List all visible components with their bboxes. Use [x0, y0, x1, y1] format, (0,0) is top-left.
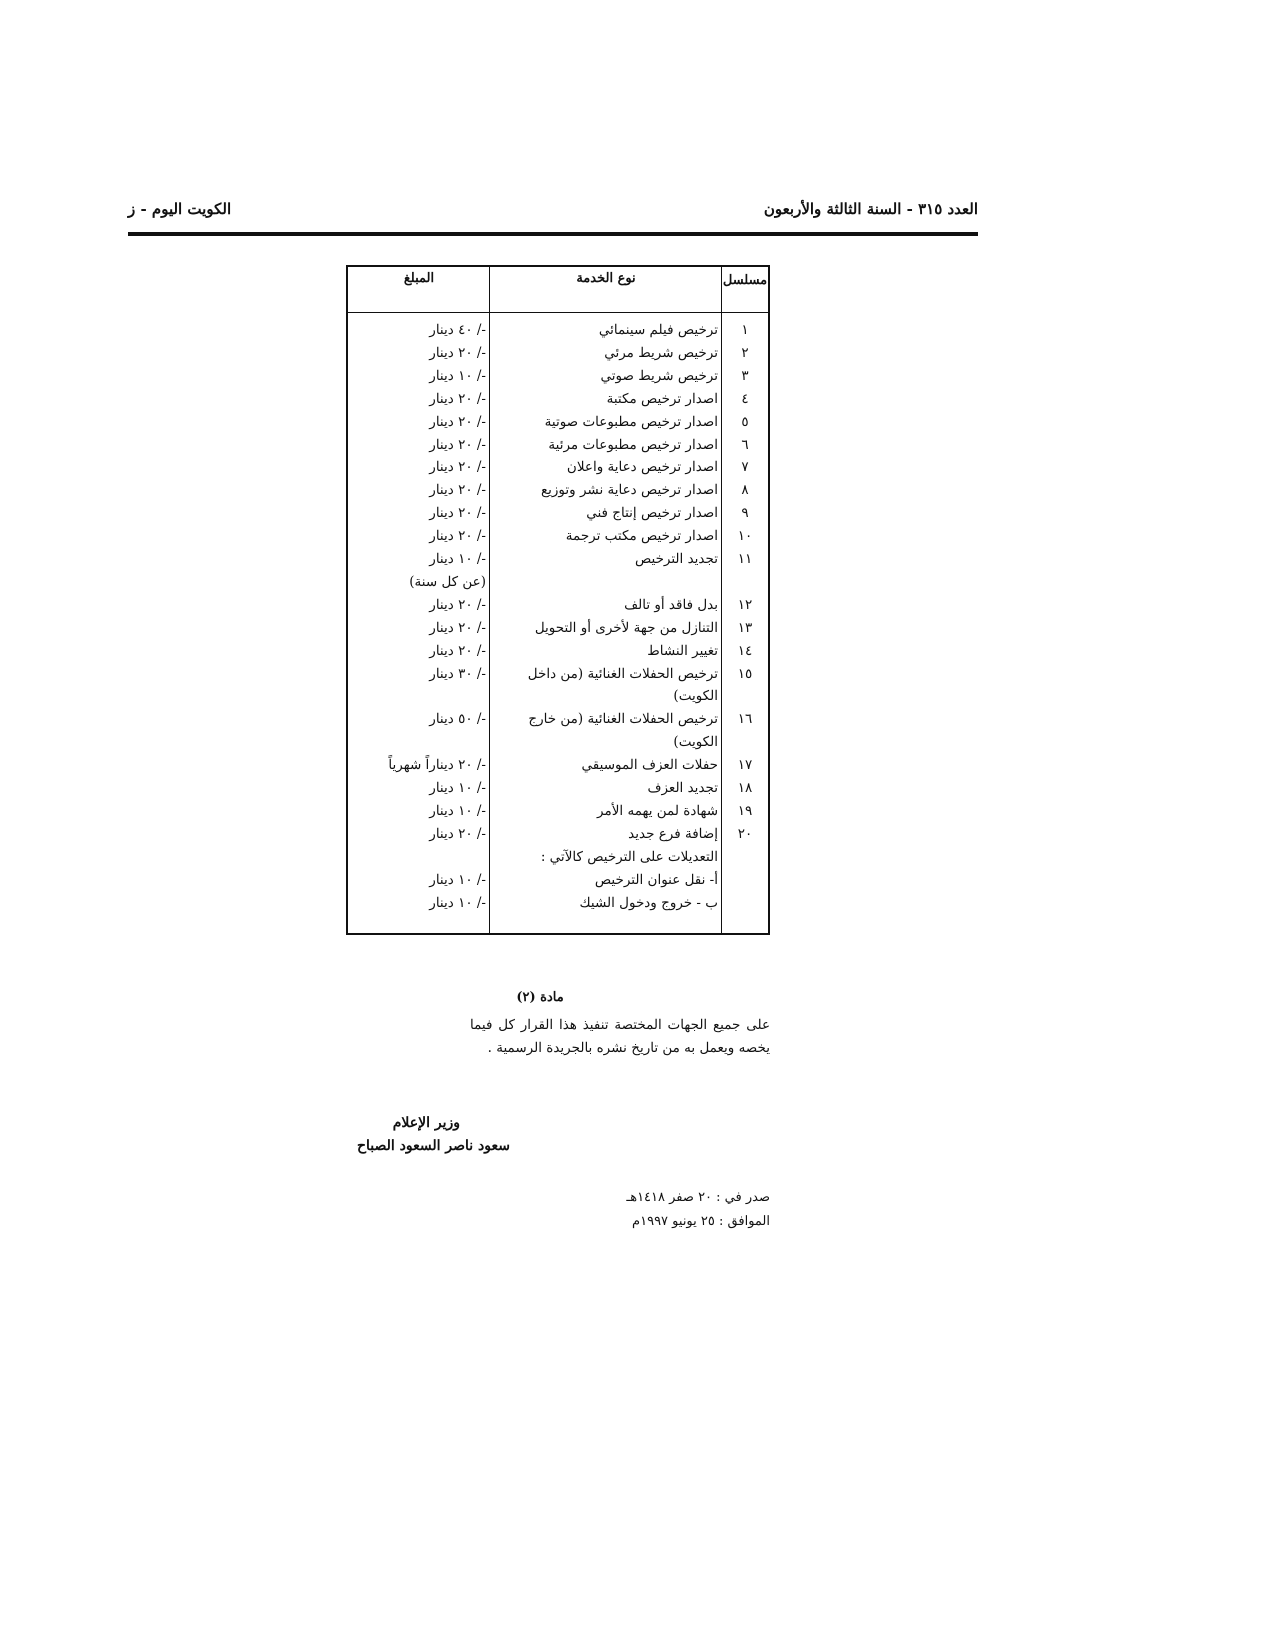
row-amount: -/ ٢٠ دينار: [429, 619, 486, 636]
row-service: الكويت): [673, 688, 718, 705]
issue-number: العدد ٣١٥ - السنة الثالثة والأربعون: [763, 200, 978, 218]
row-serial: ١٢: [737, 596, 753, 613]
table-row: [348, 800, 768, 822]
table-row: [348, 754, 768, 776]
gregorian-date: الموافق : ٢٥ يونيو ١٩٩٧م: [632, 1214, 770, 1229]
row-amount: -/ ١٠ دينار: [429, 367, 486, 384]
row-amount: -/ ٢٠ دينار: [429, 528, 486, 545]
row-amount: -/ ٢٠ دينار: [429, 825, 486, 842]
row-amount: -/ ٢٠ دينار: [429, 413, 486, 430]
row-serial: ١٤: [737, 642, 753, 659]
table-row: [348, 892, 768, 914]
table-row: [348, 617, 768, 639]
row-amount: -/ ٥٠ دينار: [429, 711, 486, 728]
row-serial: ٢: [741, 344, 749, 361]
table-row: [348, 869, 768, 891]
issue-date: صدر في : ٢٠ صفر ١٤١٨هـ: [626, 1190, 770, 1205]
row-serial: ٩: [741, 505, 749, 522]
row-serial: ٤: [741, 390, 749, 407]
fees-table: [346, 265, 770, 935]
row-serial: ٢٠: [737, 825, 753, 842]
table-row: [348, 456, 768, 478]
row-amount: -/ ٢٠ دينار: [429, 459, 486, 476]
row-service: ترخيص فيلم سينمائي: [598, 322, 718, 338]
row-amount: -/ ١٠ دينار: [429, 551, 486, 567]
row-service: ترخيص الحفلات الغنائية (من خارج: [528, 711, 718, 728]
row-service: ب - خروج ودخول الشيك: [579, 894, 718, 911]
row-amount: -/ ٢٠ دينار: [429, 505, 486, 522]
row-service: التعديلات على الترخيص كالآتي :: [540, 848, 718, 865]
row-amount: -/ ٢٠ دينار: [429, 642, 486, 659]
table-row: [348, 663, 768, 685]
table-row: [348, 846, 768, 868]
row-amount: -/ ٢٠ ديناراً شهرياً: [388, 757, 486, 774]
table-row: [348, 388, 768, 410]
table-row: [348, 342, 768, 364]
signatory-name: سعود ناصر السعود الصباح: [356, 1138, 510, 1154]
row-amount: (عن كل سنة): [409, 573, 486, 590]
row-serial: ٦: [741, 436, 749, 453]
article-text: على جميع الجهات المختصة تنفيذ هذا القرار كل فيما يخصه ويعمل به من تاريخ نشره بالجريدة الرسمية .: [470, 1017, 770, 1056]
publication-name: الكويت اليوم - ز: [128, 200, 232, 218]
table-row: [348, 479, 768, 501]
table-row: [348, 502, 768, 524]
row-serial: ١٧: [737, 757, 753, 774]
table-row: [348, 434, 768, 456]
row-service: اصدار ترخيص مطبوعات مرئية: [548, 436, 718, 453]
row-amount: -/ ٢٠ دينار: [429, 436, 486, 453]
row-amount: -/ ٢٠ دينار: [429, 596, 486, 613]
table-row: [348, 708, 768, 730]
table-row: [348, 365, 768, 387]
header-divider: [348, 312, 768, 313]
row-serial: ٧: [741, 459, 749, 476]
row-service: بدل فاقد أو تالف: [624, 596, 718, 613]
row-amount: -/ ٢٠ دينار: [429, 344, 486, 361]
header-amount: المبلغ: [403, 271, 435, 286]
row-service: اصدار ترخيص مكتبة: [606, 390, 718, 407]
row-serial: ١٠: [737, 528, 753, 545]
table-row: [348, 823, 768, 845]
row-service: أ- نقل عنوان الترخيص: [594, 871, 718, 888]
row-service: تجديد الترخيص: [634, 551, 718, 567]
row-serial: ٥: [741, 413, 749, 430]
row-amount: -/ ١٠ دينار: [429, 894, 486, 911]
row-serial: ١٦: [737, 711, 753, 728]
signatory-title: وزير الإعلام: [392, 1115, 460, 1131]
row-serial: ١: [741, 322, 749, 338]
row-amount: -/ ١٠ دينار: [429, 802, 486, 819]
table-row: [348, 594, 768, 616]
article-title: مادة (٢): [516, 990, 564, 1005]
row-service: اصدار ترخيص مكتب ترجمة: [565, 528, 718, 545]
table-row: [348, 640, 768, 662]
row-service: حفلات العزف الموسيقي: [581, 757, 718, 774]
row-amount: -/ ٢٠ دينار: [429, 482, 486, 499]
header-serial: مسلسل: [722, 273, 768, 288]
row-amount: -/ ٢٠ دينار: [429, 390, 486, 407]
header-service-type: نوع الخدمة: [576, 271, 636, 286]
table-row: [348, 411, 768, 433]
table-row: [348, 525, 768, 547]
row-amount: -/ ٣٠ دينار: [429, 665, 486, 682]
row-service: اصدار ترخيص دعاية واعلان: [566, 459, 718, 476]
row-amount: -/ ١٠ دينار: [429, 780, 486, 796]
table-row: [348, 777, 768, 799]
row-service: ترخيص شريط مرئي: [604, 344, 718, 361]
row-service: اصدار ترخيص مطبوعات صوتية: [544, 413, 718, 430]
row-service: تغيير النشاط: [647, 642, 718, 659]
row-service: ترخيص شريط صوتي: [600, 367, 718, 384]
table-row: [348, 319, 768, 341]
row-serial: ١١: [737, 551, 753, 567]
row-serial: ١٩: [737, 802, 753, 819]
row-serial: ١٥: [737, 665, 753, 682]
row-serial: ٣: [741, 367, 749, 384]
table-row: [348, 571, 768, 593]
row-service: الكويت): [673, 734, 718, 751]
row-service: تجديد العزف: [647, 780, 718, 796]
row-serial: ١٣: [737, 619, 753, 636]
row-service: اصدار ترخيص دعاية نشر وتوزيع: [540, 482, 718, 499]
table-row: [348, 731, 768, 753]
row-service: ترخيص الحفلات الغنائية (من داخل: [527, 665, 718, 682]
table-row: [348, 548, 768, 570]
row-amount: -/ ٤٠ دينار: [429, 322, 486, 338]
row-service: إضافة فرع جديد: [628, 825, 718, 842]
row-service: التنازل من جهة لأخرى أو التحويل: [534, 619, 718, 636]
row-serial: ٨: [741, 482, 749, 499]
row-amount: -/ ١٠ دينار: [429, 871, 486, 888]
page-header: [128, 198, 978, 236]
row-service: اصدار ترخيص إنتاج فني: [586, 505, 718, 522]
row-service: شهادة لمن يهمه الأمر: [597, 802, 718, 819]
table-row: [348, 685, 768, 707]
row-serial: ١٨: [737, 780, 753, 796]
